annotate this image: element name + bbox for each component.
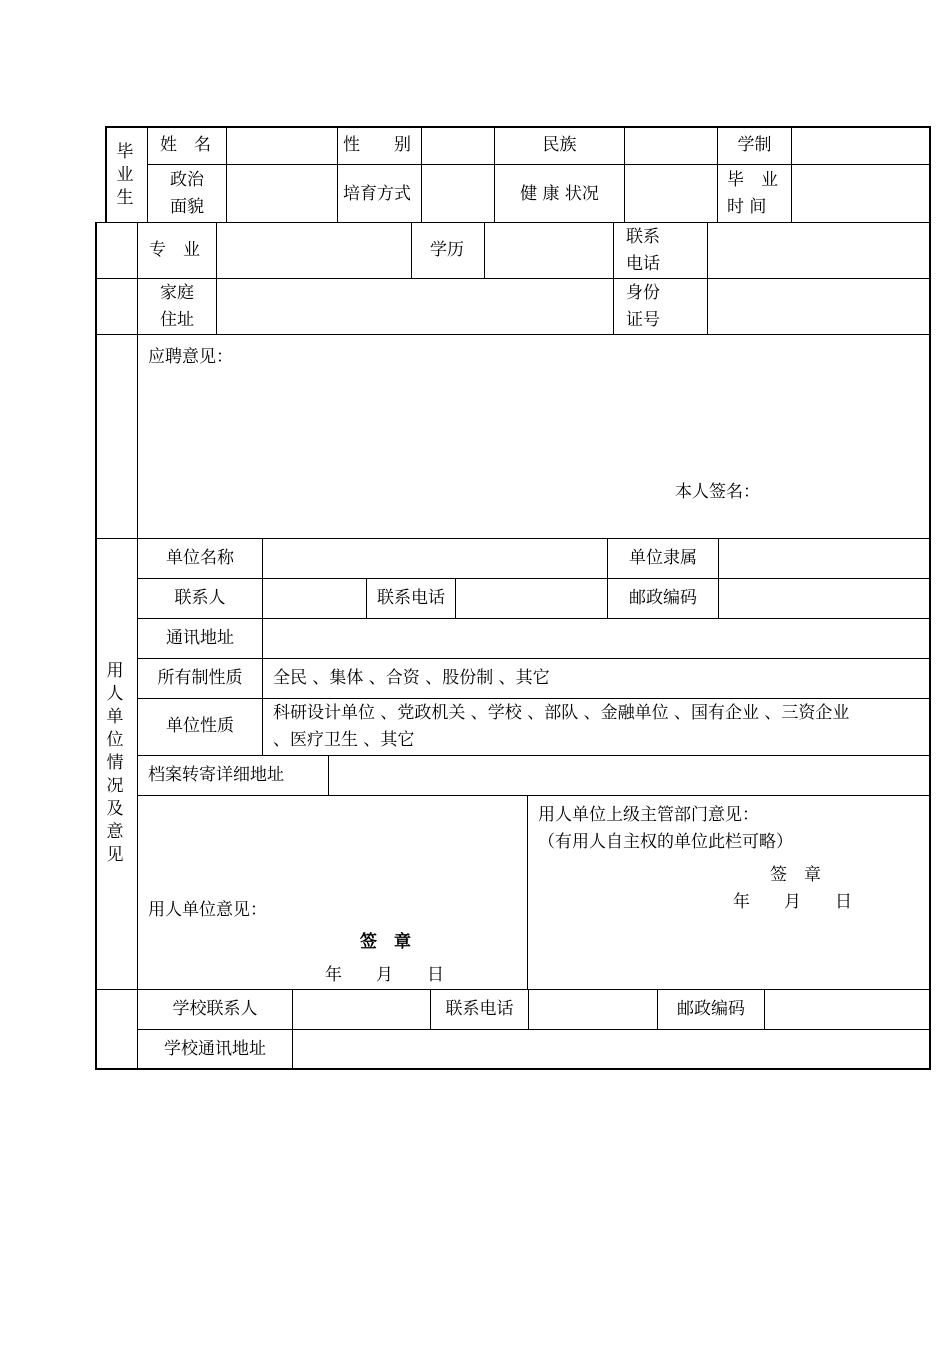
contact-label: 联系人 xyxy=(174,588,226,608)
phone-label-line: 联系 xyxy=(626,227,660,247)
graduate-side-label xyxy=(115,141,135,210)
school-address-label: 学校通讯地址 xyxy=(164,1039,266,1059)
side-label-char: 及 xyxy=(106,799,124,819)
signature-label: 本人签名： xyxy=(675,482,760,502)
rule xyxy=(337,126,338,222)
address-label-line: 家庭 xyxy=(160,283,194,303)
grad-time-label-line: 时 间 xyxy=(727,197,767,217)
education-value[interactable] xyxy=(485,223,613,278)
school-phone-label: 联系电话 xyxy=(445,999,514,1019)
ethnicity-label: 民族 xyxy=(542,135,577,155)
unit-affiliation-label: 单位隶属 xyxy=(629,548,697,568)
school-postcode-value[interactable] xyxy=(765,990,929,1029)
rule xyxy=(95,1068,930,1070)
rule xyxy=(95,334,930,335)
grad-time-label xyxy=(727,167,778,221)
rule xyxy=(929,126,931,1070)
education-label: 学历 xyxy=(430,240,464,260)
ethnicity-value[interactable] xyxy=(625,127,717,164)
name-value[interactable] xyxy=(227,127,337,164)
grad-time-label-line: 毕 业 xyxy=(727,170,778,190)
political-value[interactable] xyxy=(227,165,337,222)
major-label: 专 业 xyxy=(149,240,200,260)
ownership-label: 所有制性质 xyxy=(157,668,243,688)
unit-seal-label: 签 章 xyxy=(360,932,411,952)
political-label xyxy=(148,167,226,221)
superior-date-label: 年 月 日 xyxy=(733,892,852,912)
major-value[interactable] xyxy=(217,223,411,278)
unit-date-label: 年 月 日 xyxy=(325,965,444,985)
id-label xyxy=(626,280,660,334)
rule xyxy=(137,698,930,699)
archive-address-value[interactable] xyxy=(329,756,929,795)
unit-opinion-label: 用人单位意见： xyxy=(148,900,267,920)
political-label-line: 面貌 xyxy=(170,197,204,217)
side-label-char: 况 xyxy=(106,776,124,796)
side-label-char: 见 xyxy=(106,845,124,865)
side-label-char: 情 xyxy=(106,753,124,773)
rule xyxy=(613,222,614,334)
address-label xyxy=(160,280,194,334)
school-phone-value[interactable] xyxy=(529,990,657,1029)
application-opinion-label: 应聘意见： xyxy=(148,347,233,367)
side-label-char: 单 xyxy=(106,707,124,727)
side-label-char: 位 xyxy=(106,730,124,750)
superior-seal-label: 签 章 xyxy=(770,865,821,885)
schooling-value[interactable] xyxy=(792,127,929,164)
mail-address-label: 通讯地址 xyxy=(166,628,234,648)
health-value[interactable] xyxy=(625,165,717,222)
rule xyxy=(411,222,412,278)
address-value[interactable] xyxy=(217,279,613,334)
side-label-char: 业 xyxy=(116,165,134,185)
unit-type-options-line1[interactable]: 科研设计单位 、党政机关 、学校 、部队 、金融单位 、国有企业 、三资企业 xyxy=(273,703,850,723)
training-label: 培育方式 xyxy=(343,184,411,204)
schooling-label: 学制 xyxy=(737,135,772,155)
unit-name-label: 单位名称 xyxy=(166,548,234,568)
political-label-line: 政治 xyxy=(170,170,204,190)
contact-value[interactable] xyxy=(263,579,366,618)
unit-type-options-line2[interactable]: 、医疗卫生 、其它 xyxy=(273,730,415,750)
school-contact-value[interactable] xyxy=(293,990,430,1029)
unit-name-value[interactable] xyxy=(263,539,607,578)
id-label-line: 证号 xyxy=(626,310,660,330)
id-value[interactable] xyxy=(708,279,929,334)
id-label-line: 身份 xyxy=(626,283,660,303)
school-postcode-label: 邮政编码 xyxy=(677,999,745,1019)
postcode-value[interactable] xyxy=(719,579,929,618)
contact-phone-label: 联系电话 xyxy=(377,588,445,608)
school-contact-label: 学校联系人 xyxy=(172,999,258,1019)
mail-address-value[interactable] xyxy=(263,619,929,658)
side-label-char: 用 xyxy=(106,661,124,681)
employer-side-label xyxy=(105,660,125,867)
superior-note: （有用人自主权的单位此栏可略） xyxy=(538,832,793,852)
side-label-char: 毕 xyxy=(116,142,134,162)
rule xyxy=(95,222,97,1070)
side-label-char: 人 xyxy=(106,684,124,704)
training-value[interactable] xyxy=(422,165,494,222)
side-label-char: 生 xyxy=(116,188,134,208)
name-label: 姓 名 xyxy=(160,135,211,155)
gender-value[interactable] xyxy=(422,127,494,164)
school-address-value[interactable] xyxy=(293,1030,929,1068)
archive-address-label: 档案转寄详细地址 xyxy=(148,765,284,785)
phone-label-line: 电话 xyxy=(626,254,660,274)
grad-time-value[interactable] xyxy=(792,165,929,222)
unit-affiliation-value[interactable] xyxy=(719,539,929,578)
unit-type-label: 单位性质 xyxy=(166,716,234,736)
gender-label: 性 别 xyxy=(343,135,411,155)
ownership-options[interactable]: 全民 、集体 、合资 、股份制 、其它 xyxy=(273,668,550,688)
phone-value[interactable] xyxy=(708,223,929,278)
rule xyxy=(137,658,930,659)
address-label-line: 住址 xyxy=(160,310,194,330)
side-label-char: 意 xyxy=(106,822,124,842)
rule xyxy=(105,126,107,222)
postcode-label: 邮政编码 xyxy=(629,588,697,608)
superior-opinion-label: 用人单位上级主管部门意见： xyxy=(538,805,759,825)
phone-label xyxy=(626,224,660,278)
unit-opinion-area[interactable] xyxy=(138,796,527,989)
health-label: 健 康 状况 xyxy=(520,184,599,204)
application-opinion-area[interactable] xyxy=(138,372,929,472)
contact-phone-value[interactable] xyxy=(456,579,607,618)
